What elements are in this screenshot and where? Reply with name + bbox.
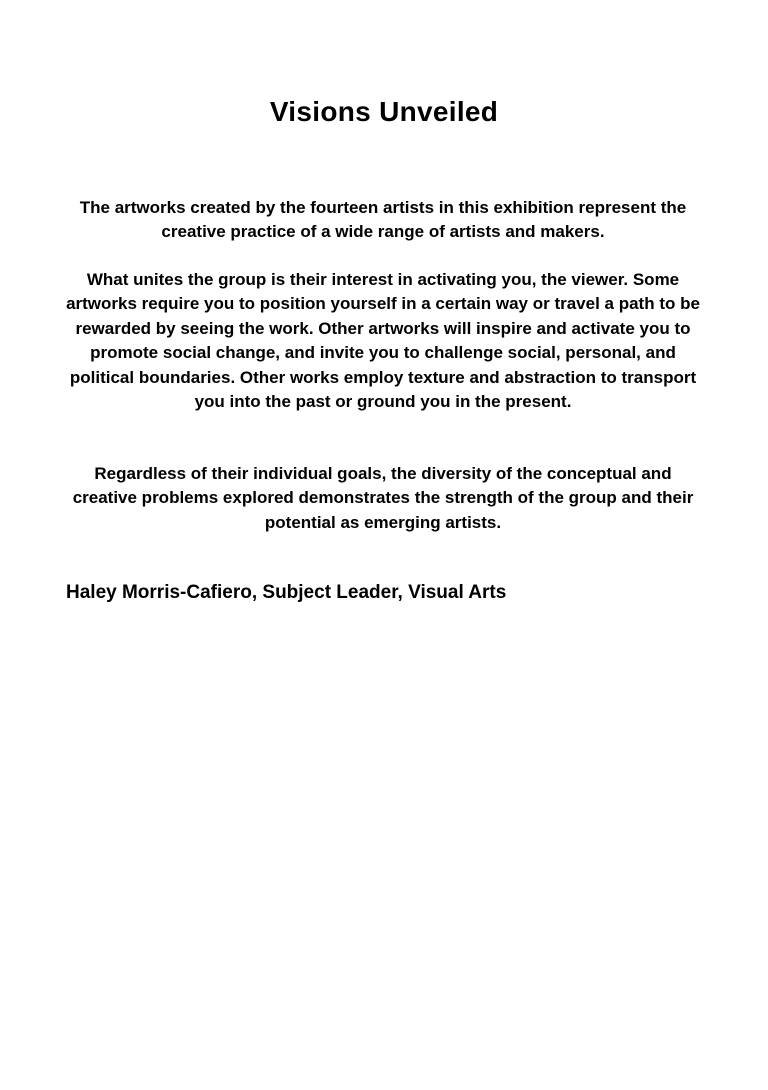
conclusion-paragraph: Regardless of their individual goals, the diversity of the conceptual and creative problems explored demonstrates the strength of the group and their potential as emerging artists.: [72, 464, 694, 532]
intro-paragraph: The artworks created by the fourteen artists in this exhibition represent the creative practice of a wide range of artists and makers.: [79, 198, 687, 242]
document-title: Visions Unveiled: [269, 96, 499, 127]
viewer-activation-paragraph: What unites the group is their interest in activating you, the viewer. Some artworks require you to position yourself in a certain way or travel a path to be rewarded by seeing the work. Other artworks will inspire and activate you to promote social change, and invite you to challenge social, personal, and political boundaries. Other works employ texture and abstraction to transport you into the past or ground you in the present.: [66, 270, 700, 412]
author-signature: Haley Morris-Cafiero, Subject Leader, Visual Arts: [66, 582, 507, 603]
